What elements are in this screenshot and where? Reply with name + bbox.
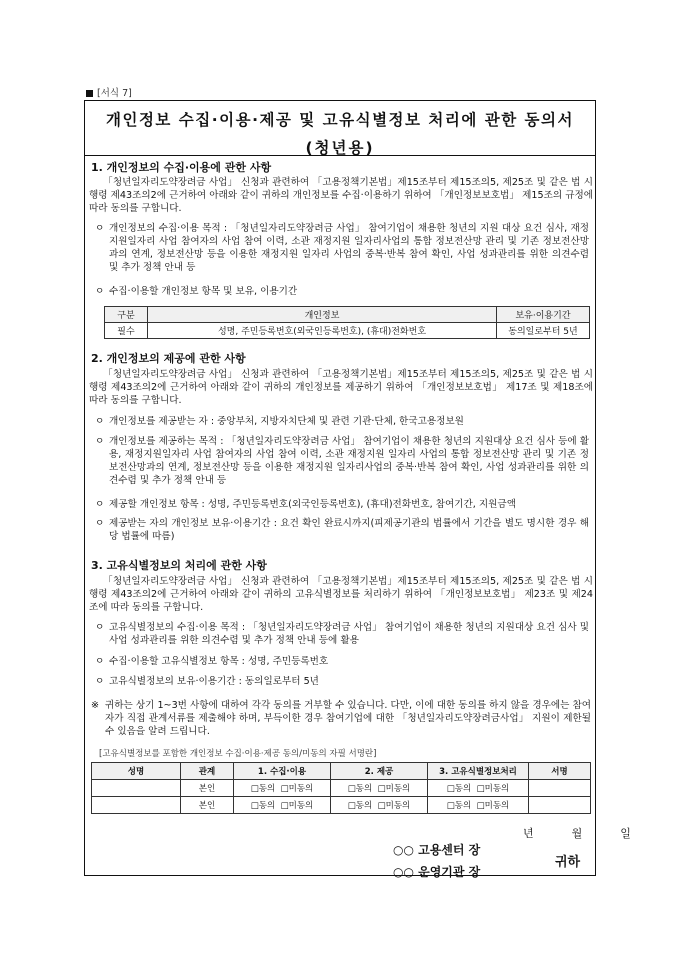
relation-cell: 본인 (181, 797, 234, 814)
form-subtitle: (청년용) (305, 139, 375, 157)
section3-intro: 「청년일자리도약장려금 사업」 신청과 관련하여 「고용정책기본법」제15조부터 제15조의5, 제25조 및 같은 법 시행령 제43조의2에 근거하여 아래와 같이 귀하의 고유식별정보를 처리하기 위하여 「개인정보보호법」 제23조 및 제24조에 따라 동의를 구합니다. (89, 576, 593, 613)
unique-id-consent-cell (428, 797, 529, 814)
section2-item-period: ㅇ 제공받는 자의 개인정보 보유·이용기간 : 요건 확인 완료시까지(피제공기관의 법률에서 기간을 별도 명시한 경우 해당 법률에 따름) (95, 518, 589, 542)
section2-item-fields: ㅇ 제공할 개인정보 항목 : 성명, 주민등록번호(외국인등록번호), (휴대)전화번호, 참여기간, 지원금액 (95, 499, 516, 510)
table-cell: 동의일로부터 5년 (497, 323, 590, 339)
date-line (485, 825, 631, 841)
bullet-icon: ㅇ (95, 223, 105, 234)
year-label: 년 (523, 827, 534, 840)
signature-cell[interactable] (529, 780, 591, 797)
unique-id-consent-cell (428, 780, 529, 797)
table-header: 1. 수집·이용 (234, 763, 331, 780)
section2-heading: 2. 개인정보의 제공에 관한 사항 (91, 352, 246, 365)
bullet-icon: ㅇ (95, 676, 105, 687)
bullet-icon: ㅇ (95, 436, 105, 447)
section3-item-fields: ㅇ 수집·이용할 고유식별정보 항목 : 성명, 주민등록번호 (95, 656, 329, 667)
table-header: 2. 제공 (331, 763, 428, 780)
section1-item-fields: ㅇ 수집·이용할 개인정보 항목 및 보유, 이용기간 (95, 286, 298, 297)
disagree-checkbox[interactable]: □미동의 (377, 784, 411, 794)
refusal-notice: ※ 귀하는 상기 1~3번 사항에 대하여 각각 동의를 거부할 수 있습니다. 다만, 이에 대한 동의를 하지 않을 경우에는 참여자가 직접 관계서류를 제출해야 하며, 부득이한 경우 참여기업에 대한 「청년일자리도약장려금사업」 지원이 제한될 수 있음을 알려 드립니다. (91, 700, 591, 737)
bullet-icon: ㅇ (95, 622, 105, 633)
bullet-icon: ㅇ (95, 286, 105, 297)
consent-form (84, 100, 631, 879)
month-label: 월 (571, 827, 583, 840)
table-header-row (105, 307, 590, 323)
section1-heading: 1. 개인정보의 수집·이용에 관한 사항 (91, 161, 272, 174)
agree-checkbox[interactable]: □동의 (347, 784, 373, 794)
disagree-checkbox[interactable]: □미동의 (280, 784, 314, 794)
table-header-row (92, 763, 591, 780)
consent-signature-table (91, 762, 591, 814)
form-label: [서식 7] (86, 85, 132, 99)
section3-item-purpose: ㅇ 고유식별정보의 수집·이용 목적 : 「청년일자리도약장려금 사업」 참여기업이 채용한 청년의 지원대상 요건 심사 및 사업 성과관리를 위한 의견수렴 및 추가 정책 안내 등에 활용 (95, 622, 589, 646)
bullet-icon: ㅇ (95, 416, 105, 427)
agree-checkbox[interactable]: □동의 (446, 784, 472, 794)
section3-item-period: ㅇ 고유식별정보의 보유·이용기간 : 동의일로부터 5년 (95, 676, 319, 687)
title-box (85, 101, 595, 156)
form-title: 개인정보 수집·이용·제공 및 고유식별정보 처리에 관한 동의서 (106, 111, 574, 129)
day-label: 일 (620, 827, 631, 840)
disagree-checkbox[interactable]: □미동의 (476, 784, 510, 794)
personal-info-table (104, 306, 590, 339)
bullet-icon: ㅇ (95, 499, 105, 510)
agree-checkbox[interactable]: □동의 (250, 784, 276, 794)
collect-consent-cell (234, 780, 331, 797)
note-mark-icon: ※ (91, 700, 100, 711)
consent-table-caption: [고유식별정보를 포함한 개인정보 수집·이용·제공 동의/미동의 자필 서명란] (99, 749, 377, 759)
name-cell[interactable] (92, 780, 181, 797)
closing-honorific: 귀하 (555, 855, 581, 870)
agree-checkbox[interactable]: □동의 (446, 801, 472, 811)
bullet-icon: ㅇ (95, 518, 105, 529)
table-header: 관계 (181, 763, 234, 780)
table-cell: 성명, 주민등록번호(외국인등록번호), (휴대)전화번호 (148, 323, 497, 339)
section2-item-purpose: ㅇ 개인정보를 제공하는 목적 : 「청년일자리도약장려금 사업」 참여기업이 채용한 청년의 지원대상 요건 심사 등에 활용, 재정지원일자리 사업 참여자의 사업 참여 이력, 소관 재정지원 일자리 사업의 통합 정보전산망 관리 및 기존 정보전산망과의 연계, 정보전산망 등을 이용한 재정지원 일자리사업의 중복·반복 참여 확인, 사업 성과관리를 위한 의견수렴 및 추가 정책 안내 등 (95, 436, 589, 486)
collect-consent-cell (234, 797, 331, 814)
recipient-operating-agency: ○○ 운영기관 장 (393, 865, 481, 879)
section1-intro: 「청년일자리도약장려금 사업」 신청과 관련하여 「고용정책기본법」제15조부터 제15조의5, 제25조 및 같은 법 시행령 제43조의2에 근거하여 아래와 같이 귀하의 개인정보를 수집·이용하기 위하여 「개인정보보호법」 제15조의 규정에 따라 동의를 구합니다. (89, 177, 593, 214)
provide-consent-cell (331, 797, 428, 814)
section3-heading: 3. 고유식별정보의 처리에 관한 사항 (91, 559, 267, 572)
table-header: 3. 고유식별정보처리 (428, 763, 529, 780)
table-header: 성명 (92, 763, 181, 780)
agree-checkbox[interactable]: □동의 (250, 801, 276, 811)
table-header: 보유·이용기간 (497, 307, 590, 323)
bullet-icon: ㅇ (95, 656, 105, 667)
disagree-checkbox[interactable]: □미동의 (280, 801, 314, 811)
table-header: 서명 (529, 763, 591, 780)
square-icon (86, 90, 93, 97)
table-row (105, 323, 590, 339)
table-row (92, 780, 591, 797)
table-header: 개인정보 (148, 307, 497, 323)
provide-consent-cell (331, 780, 428, 797)
name-cell[interactable] (92, 797, 181, 814)
section1-item-purpose: ㅇ 개인정보의 수집·이용 목적 : 「청년일자리도약장려금 사업」 참여기업이 채용한 청년의 지원 대상 요건 심사, 재정지원일자리 사업 참여자의 사업 참여 이력, 소관 재정지원 일자리사업의 통합 정보전산망 관리 및 기존 정보전산망과의 연계, 정보전산망 등을 이용한 재정지원 일자리 사업의 중복·반복 참여 확인, 사업 성과관리를 위한 의견수렴 및 추가 정책 안내 등 (95, 223, 589, 273)
section2-intro: 「청년일자리도약장려금 사업」 신청과 관련하여 「고용정책기본법」제15조부터 제15조의5, 제25조 및 같은 법 시행령 제43조의2에 근거하여 아래와 같이 귀하의 개인정보를 제공하기 위하여 「개인정보보호법」 제17조 및 제18조에 따라 동의를 구합니다. (89, 369, 593, 406)
table-row (92, 797, 591, 814)
relation-cell: 본인 (181, 780, 234, 797)
signature-cell[interactable] (529, 797, 591, 814)
table-cell: 필수 (105, 323, 148, 339)
section2-item-recipient: ㅇ 개인정보를 제공받는 자 : 중앙부처, 지방자치단체 및 관련 기관·단체, 한국고용정보원 (95, 416, 464, 427)
disagree-checkbox[interactable]: □미동의 (377, 801, 411, 811)
agree-checkbox[interactable]: □동의 (347, 801, 373, 811)
recipient-employment-center: ○○ 고용센터 장 (393, 843, 481, 857)
disagree-checkbox[interactable]: □미동의 (476, 801, 510, 811)
table-header: 구분 (105, 307, 148, 323)
